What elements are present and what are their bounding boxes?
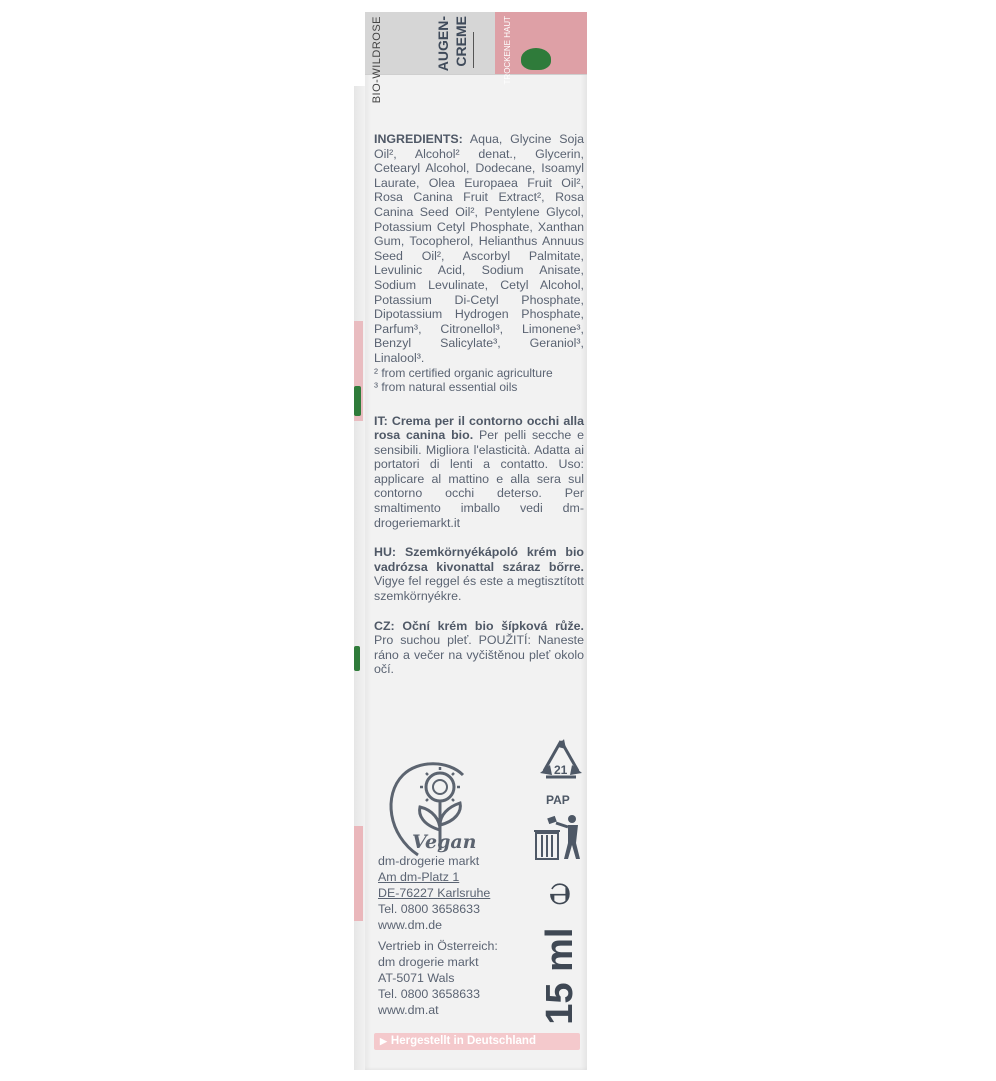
- vegan-label: Vegan: [412, 831, 477, 853]
- address-at-web: www.dm.at: [378, 1003, 439, 1017]
- made-in-banner: [374, 1033, 580, 1050]
- address-at-phone: Tel. 0800 3658633: [378, 987, 480, 1001]
- label-text-block: [374, 132, 584, 692]
- address-at-heading: Vertrieb in Österreich:: [378, 939, 498, 953]
- address-de-phone: Tel. 0800 3658633: [378, 902, 480, 916]
- trash-bin-icon: [534, 813, 584, 863]
- hungarian-paragraph: [374, 545, 584, 603]
- address-at-company: dm drogerie markt: [378, 955, 479, 969]
- volume-label: 15 ml ℮: [539, 875, 581, 1025]
- product-series: BIO-WILDROSE: [371, 16, 383, 104]
- address-at-city: AT-5071 Wals: [378, 971, 455, 985]
- symbols-area: [374, 735, 589, 1065]
- czech-heading: CZ: Oční krém bio šípková růže.: [374, 618, 584, 633]
- address-de-city: DE-76227 Karlsruhe: [378, 886, 491, 900]
- box-side-edge: [354, 86, 365, 1070]
- italian-paragraph: [374, 414, 584, 531]
- address-de-company: dm-drogerie markt: [378, 854, 480, 868]
- footnote-organic: ² from certified organic agriculture: [374, 365, 553, 380]
- product-title-line2: CREME: [453, 16, 469, 67]
- recycle-code: 21: [554, 763, 568, 777]
- product-title-line1: AUGEN-: [435, 16, 451, 72]
- hungarian-text: Vigye fel reggel és este a megtisztított szemkörnyékre.: [374, 574, 584, 604]
- ingredients-paragraph: [374, 132, 584, 366]
- hungarian-heading: HU: Szemkörnyékápoló krém bio vadrózsa kivonattal száraz bőrre.: [374, 545, 584, 574]
- italian-heading: IT: Crema per il contorno occhi alla rosa canina bio.: [374, 413, 584, 443]
- skin-type-label: TROCKENE HAUT: [503, 16, 512, 85]
- title-divider: [473, 32, 474, 68]
- recycle-label: PAP: [546, 793, 570, 807]
- italian-text: Per pelli secche e sensibili. Migliora l'elasticità. Adatta ai portatori di lenti a contatto. Uso: applicare al mattino e alla sera sul contorno occhi deterso. Per smaltimento imballo vedi dm-drogeriemarkt.it: [374, 428, 584, 530]
- triangle-right-icon: ▶: [380, 1036, 387, 1046]
- address-germany: [378, 853, 490, 933]
- czech-text: Pro suchou pleť. POUŽITÍ: Naneste ráno a večer na vyčištěnou pleť okolo očí.: [374, 633, 584, 677]
- made-in-text: Hergestellt in Deutschland: [390, 1035, 536, 1047]
- address-de-street: Am dm-Platz 1: [378, 870, 460, 884]
- address-de-web: www.dm.de: [378, 918, 443, 932]
- box-top-flap: [365, 12, 587, 104]
- brand-logo-icon: [521, 48, 551, 70]
- ingredients-label: INGREDIENTS:: [374, 132, 463, 146]
- ingredients-text: Aqua, Glycine Soja Oil², Alcohol² denat., Glycerin, Cetearyl Alcohol, Dodecane, Isoamyl Laurate, Olea Europaea Fruit Oil², Rosa Canina Fruit Extract², Rosa Canina Seed Oil², Pentylene Glycol, Potassium Cetyl Phosphate, Xanthan Gum, Tocopherol, Helianthus Annuus Seed Oil², Ascorbyl Palmitate, Levulinic Acid, Sodium Anisate, Sodium Levulinate, Cetyl Alcohol, Potassium Di-Cetyl Phosphate, Dipotassium Hydrogen Phosphate, Parfum³, Citronellol³, Limonene³, Benzyl Salicylate³, Geraniol³, Linalool³.: [374, 132, 584, 365]
- footnote-essential-oils: ³ from natural essential oils: [374, 379, 518, 394]
- address-austria: [378, 938, 498, 1018]
- czech-paragraph: [374, 619, 584, 677]
